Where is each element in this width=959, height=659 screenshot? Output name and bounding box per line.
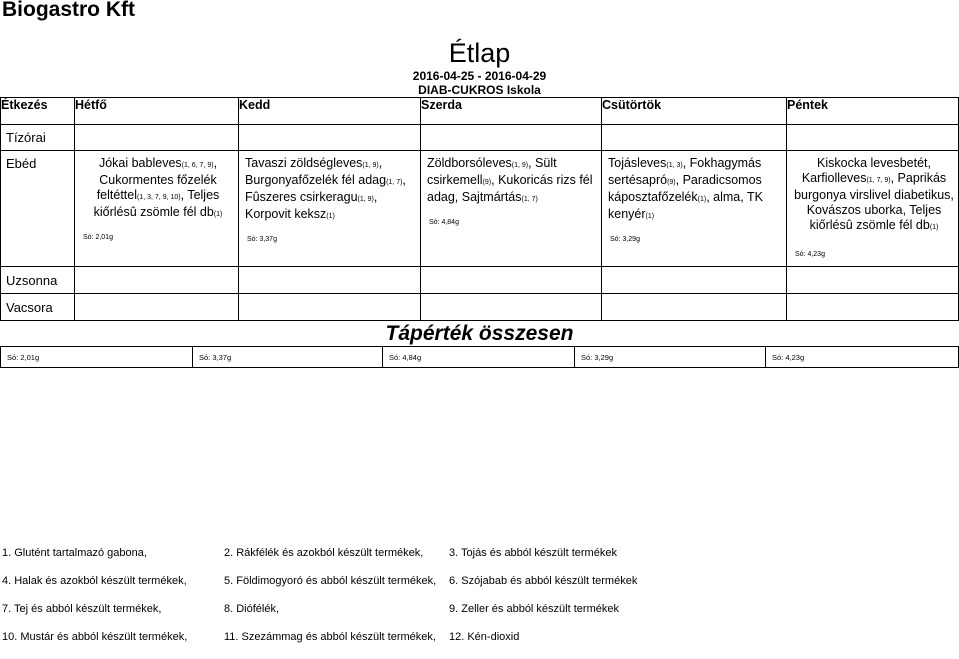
school-name: DIAB-CUKROS Iskola <box>418 83 541 97</box>
header-day-tuesday: Kedd <box>239 98 421 125</box>
header-day-friday: Péntek <box>787 98 959 125</box>
cell-vacsora-friday <box>787 294 959 321</box>
allergen-code: (1) <box>645 213 655 220</box>
allergen-item: 4. Halak és azokból készült termékek, <box>2 575 187 587</box>
allergen-item: 3. Tojás és abból készült termékek <box>449 547 617 559</box>
cell-tizorai-wednesday <box>421 125 602 151</box>
dish-name: Zöldborsóleves <box>427 156 512 170</box>
total-salt-friday: Só: 4,23g <box>766 347 959 368</box>
allergen-item: 9. Zeller és abból készült termékek <box>449 603 619 615</box>
allergen-code: (1, 7, 9) <box>866 177 891 184</box>
row-uzsonna <box>1 267 959 294</box>
allergen-item: 10. Mustár és abból készült termékek, <box>2 631 188 643</box>
cell-vacsora-thursday <box>602 294 787 321</box>
lunch-salt: Só: 3,29g <box>610 236 640 243</box>
allergen-code: (9) <box>482 179 492 186</box>
allergen-row <box>0 603 959 631</box>
row-vacsora <box>1 294 959 321</box>
allergen-code: (1) <box>929 224 939 231</box>
total-salt-wednesday: Só: 4,84g <box>383 347 575 368</box>
allergen-code: (1, 7) <box>386 179 403 186</box>
totals-row <box>1 347 959 368</box>
cell-tizorai-friday <box>787 125 959 151</box>
cell-vacsora-wednesday <box>421 294 602 321</box>
cell-uzsonna-thursday <box>602 267 787 294</box>
dish-name: , Korpovit keksz <box>245 190 378 221</box>
allergen-code: (1) <box>697 196 707 203</box>
dish-name: , Paprikás burgonya virslivel diabetikus, Kovászos uborka, Teljes kiőrlésû zsömle fél db <box>794 171 954 232</box>
lunch-cell-wednesday <box>421 151 602 267</box>
dish-name: , Kukoricás rizs fél adag, Sajtmártás <box>427 173 593 204</box>
company-name: Biogastro Kft <box>2 0 135 21</box>
dish-name: , Sült csirkemell <box>427 156 557 187</box>
meal-name-tizorai: Tízórai <box>1 125 75 151</box>
cell-uzsonna-wednesday <box>421 267 602 294</box>
dish-name: , Fûszeres csirkeragu <box>245 173 406 204</box>
dish-name: , Fokhagymás sertésapró <box>608 156 762 187</box>
dish-name: , Cukormentes főzelék feltéttel <box>96 156 218 202</box>
allergen-item: 11. Szezámmag és abból készült termékek, <box>224 631 436 643</box>
lunch-dish-text <box>608 156 783 224</box>
allergen-item: 8. Diófélék, <box>224 603 280 615</box>
allergen-row <box>0 547 959 575</box>
allergen-item: 1. Glutént tartalmazó gabona, <box>2 547 147 559</box>
totals-title: Tápérték összesen <box>385 322 574 345</box>
lunch-salt: Só: 4,84g <box>429 219 459 226</box>
allergen-item: 7. Tej és abból készült termékek, <box>2 603 162 615</box>
cell-vacsora-tuesday <box>239 294 421 321</box>
header-day-monday: Hétfő <box>75 98 239 125</box>
total-salt-thursday: Só: 3,29g <box>575 347 766 368</box>
allergen-code: (1, 7) <box>521 196 538 203</box>
row-tizorai <box>1 125 959 151</box>
total-salt-tuesday: Só: 3,37g <box>193 347 383 368</box>
allergen-code: (9) <box>667 179 676 186</box>
lunch-cell-thursday <box>602 151 787 267</box>
allergen-row <box>0 631 959 659</box>
dish-name: , alma, TK kenyér <box>608 190 763 221</box>
allergen-code: (1, 9) <box>357 196 374 203</box>
allergen-code: (1) <box>326 213 335 220</box>
cell-vacsora-monday <box>75 294 239 321</box>
menu-table <box>0 97 959 321</box>
meal-name-vacsora: Vacsora <box>1 294 75 321</box>
dish-name: Kiskocka levesbetét, Karfiolleves <box>801 156 931 185</box>
allergen-code: (1, 9) <box>362 162 379 169</box>
row-ebed <box>1 151 959 267</box>
page-title: Étlap <box>448 38 511 68</box>
lunch-salt: Só: 4,23g <box>795 251 825 258</box>
meal-name-uzsonna: Uzsonna <box>1 267 75 294</box>
allergen-row <box>0 575 959 603</box>
dish-name: Jókai bableves <box>98 156 182 170</box>
cell-uzsonna-tuesday <box>239 267 421 294</box>
lunch-dish-text <box>81 156 235 222</box>
total-salt-monday: Só: 2,01g <box>1 347 193 368</box>
dish-name: , Paradicsomos káposztafőzelék <box>608 173 762 204</box>
dish-name: Tavaszi zöldségleves <box>245 156 363 170</box>
allergen-code: (1, 6, 7, 9) <box>181 162 214 169</box>
lunch-dish-text <box>427 156 598 207</box>
header-day-thursday: Csütörtök <box>602 98 787 125</box>
allergen-code: (1, 9) <box>511 162 529 169</box>
lunch-dish-text <box>245 156 417 224</box>
lunch-salt: Só: 3,37g <box>247 236 277 243</box>
allergen-legend <box>0 547 959 659</box>
cell-tizorai-tuesday <box>239 125 421 151</box>
allergen-code: (1, 3, 7, 9, 10) <box>137 194 181 201</box>
lunch-salt: Só: 2,01g <box>83 234 113 241</box>
dish-name: , Teljes kiőrlésû zsömle fél db <box>93 188 220 219</box>
dish-name: , Burgonyafőzelék fél adag <box>245 156 387 187</box>
header-etkezes: Étkezés <box>1 98 75 125</box>
lunch-cell-friday <box>787 151 959 267</box>
totals-table <box>0 346 959 368</box>
allergen-item: 6. Szójabab és abból készült termékek <box>449 575 638 587</box>
allergen-item: 5. Földimogyoró és abból készült termékek, <box>224 575 437 587</box>
cell-tizorai-thursday <box>602 125 787 151</box>
lunch-dish-text <box>793 156 955 235</box>
cell-uzsonna-friday <box>787 267 959 294</box>
cell-tizorai-monday <box>75 125 239 151</box>
lunch-cell-monday <box>75 151 239 267</box>
allergen-code: (1) <box>213 211 223 218</box>
allergen-item: 12. Kén-dioxid <box>449 631 520 643</box>
cell-uzsonna-monday <box>75 267 239 294</box>
date-range: 2016-04-25 - 2016-04-29 <box>412 69 547 83</box>
header-day-wednesday: Szerda <box>421 98 602 125</box>
meal-name-ebed: Ebéd <box>1 151 75 267</box>
allergen-item: 2. Rákfélék és azokból készült termékek, <box>224 547 424 559</box>
dish-name: Tojásleves <box>608 156 667 170</box>
allergen-code: (1, 3) <box>666 162 683 169</box>
lunch-cell-tuesday <box>239 151 421 267</box>
header-row <box>1 98 959 125</box>
